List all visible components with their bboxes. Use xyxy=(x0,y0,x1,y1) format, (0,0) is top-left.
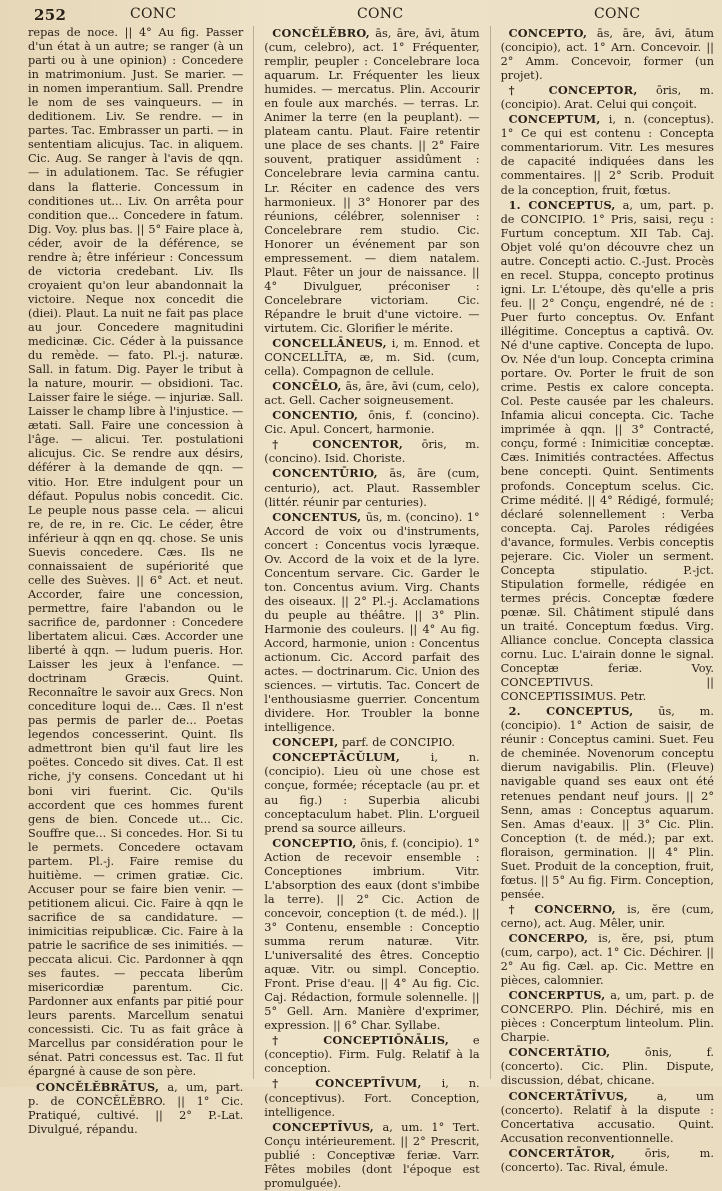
dictionary-entry xyxy=(501,988,714,1045)
dictionary-entry xyxy=(264,1033,479,1076)
entry-headword: † CONCEPTĪVUM, xyxy=(272,1076,422,1091)
column-left xyxy=(28,26,244,1136)
entry-definition: ōnis, f. (concerto). Cic. Plin. Dispute, discussion, débat, chicane. xyxy=(500,1046,714,1088)
dictionary-entry xyxy=(28,1080,243,1137)
entry-headword: CONCENTIO, xyxy=(272,408,359,423)
dictionary-entry xyxy=(501,112,714,197)
entry-headword: 1. CONCEPTUS, xyxy=(508,197,616,212)
entry-headword: CONCELLĀNEUS, xyxy=(272,336,387,351)
entry-definition: repas de noce. || 4° Au fig. Passer d'un état à un autre; se ranger (à un parti ou à une opinion) : Concedere in matrimonium. Just. Se marier. — in nomen imperantium. Sall. Prendre le nom de ses vainqueurs. — in deditionem. Liv. Se rendre. — in partes. Tac. Embrasser un parti. — in sententiam alicujus. Tac. in aliquem. Cic. Aug. Se ranger à l'avis de qqn. — in adulationem. Tac. Se réfugier dans la flatterie. Concessum in conditiones ut... Liv. On arrêta pour condition que... Concedere in fatum. Dig. Voy. plus bas. || 5° Faire place à, céder, avoir de la déférence, se rendre à; être inférieur : Concessum de victoria credebant. Liv. Ils croyaient qu'on leur abandonnait la victoire. Neque nox concedit die (diei). Plaut. La nuit ne fait pas place au jour. Concedere magnitudini medicinæ. Cic. Céder à la puissance du remède. — fato. Pl.-j. naturæ. Sall. in fatum. Dig. Payer le tribut à la nature, mourir. — obsidioni. Tac. Laisser faire le siége. — injuriæ. Sall. Laisser le champ libre à l'injustice. — ætati. Sall. Faire une concession à l'âge. — alicui. Ter. postulationi alicujus. Cic. Se rendre aux désirs, déférer à la demande de qqn. — vitio. Hor. Etre indulgent pour un défaut. Populus nobis concedit. Cic. Le peuple nous passe cela. — alicui re, de re, in re. Cic. Le céder, être inférieur à qqn en qq. chose. Se unis Suevis concedere. Cæs. Ils ne connaissaient de supériorité que celle des Suèves. || 6° Act. et neut. Accorder, faire une concession, permettre, faire l'abandon ou le sacrifice de, pardonner : Concedere libertatem alicui. Cæs. Accorder une liberté à qqn. — ludum pueris. Hor. Laisser les jeux à l'enfance. — doctrinam Græcis. Quint. Reconnaître le savoir aux Grecs. Non concediture loqui de... Cæs. Il n'est pas permis de parler de... Poetas legendos concesserint. Quint. Ils admettront bien qu'il faut lire les poëtes. Concedo sit dives. Cat. Il est riche, j'y consens. Concedant ut hi boni viri fuerint. Cic. Qu'ils accordent que ces hommes furent gens de bien. Concede ut... Cic. Souffre que... Si concedes. Hor. Si tu le permets. Concedere octavam partem. Pl.-j. Faire remise du huitième. — crimen gratiæ. Cic. Accuser pour se faire bien venir. — petitionem alicui. Cic. Faire à qqn le sacrifice de sa candidature. — inimicitias reipublicæ. Cic. Faire à la patrie le sacrifice de ses inimitiés. — peccata alicui. Cic. Pardonner à qqn ses fautes. — peccata liberûm misericordiæ parentum. Cic. Pardonner aux enfants par pitié pour leurs parents. Marcellum senatui concessisti. Cic. Tu as fait grâce à Marcellus par considération pour le sénat. Patri concessus est. Tac. Il fut épargné à cause de son père. xyxy=(28,26,244,1079)
column-divider xyxy=(490,26,491,1079)
entry-headword: CONCENTUS, xyxy=(272,509,362,524)
entry-definition: ās, āre, āvi (cum, celo), act. Gell. Cacher soigneusement. xyxy=(264,380,480,408)
entry-definition: i, n. (concipio). Lieu où une chose est conçue, formée; réceptacle (au pr. et au fig.) : Superbia alicubi conceptaculum habet. Plin. L'orgueil prend sa source ailleurs. xyxy=(264,751,480,835)
dictionary-entry xyxy=(501,1045,714,1088)
dictionary-entry xyxy=(501,902,714,931)
dictionary-entry xyxy=(28,26,243,1080)
entry-definition: ās, āre (cum, centurio), act. Plaut. Rassembler (littér. réunir par centuries). xyxy=(264,467,480,509)
entry-headword: CONCĔLĔBRO, xyxy=(272,26,370,40)
entry-definition: i, m. Ennod. et CONCELLĪTA, æ, m. Sid. (cum, cella). Compagnon de cellule. xyxy=(264,337,480,379)
entry-headword: CONCERTĀTIO, xyxy=(508,1045,611,1060)
entry-definition: ōnis, f. (concipio). 1° Action de recevoir ensemble : Conceptiones imbrium. Vitr. L'absorption des eaux (dont s'imbibe la terre). || 2° Cic. Action de concevoir, conception (t. de méd.). || 3° Contenu, ensemble : Conceptio summa rerum naturæ. Vitr. L'universalité des êtres. Conceptio aquæ. Vitr. ou simpl. Conceptio. Front. Prise d'eau. || 4° Au fig. Cic. Caj. Rédaction, formule solennelle. || 5° Gell. Arn. Manière d'exprimer, expression. || 6° Char. Syllabe. xyxy=(264,836,480,1033)
entry-definition: is, ĕre (cum, cerno), act. Aug. Mêler, unir. xyxy=(500,902,714,930)
entry-headword: 2. CONCEPTUS, xyxy=(508,704,634,719)
entry-definition: a, um. 1° Tert. Conçu intérieurement. || 2° Prescrit, publié : Conceptivæ feriæ. Varr. Fêtes mobiles (dont l'époque est promulguée). xyxy=(264,1120,480,1190)
dictionary-entry xyxy=(264,750,479,835)
text-columns xyxy=(28,26,715,1190)
dictionary-entry xyxy=(501,931,714,988)
dictionary-entry xyxy=(264,336,479,379)
page-number: 252 xyxy=(34,6,67,24)
dictionary-entry xyxy=(264,466,479,509)
header-center-guide-word: CONC xyxy=(357,6,404,22)
column-divider xyxy=(253,26,254,1079)
entry-definition: ūs, m. (concino). 1° Accord de voix ou d'instruments, concert : Concentus vocis lyræque. Ov. Accord de la voix et de la lyre. Concentum servare. Cic. Garder le ton. Concentus avium. Virg. Chants des oiseaux. || 2° Pl.-j. Acclamations du peuple au théâtre. || 3° Plin. Harmonie des couleurs. || 4° Au fig. Accord, harmonie, union : Concentus actionum. Cic. Accord parfait des actes. — doctrinarum. Cic. Union des sciences. — virtutis. Tac. Concert de l'enthousiasme guerrier. Concentum dividere. Hor. Troubler la bonne intelligence. xyxy=(264,510,480,735)
dictionary-entry xyxy=(264,437,479,466)
entry-headword: CONCĔLĔBRĀTUS, xyxy=(36,1079,160,1094)
entry-headword: CONCENTŪRIO, xyxy=(272,466,378,481)
entry-definition: ōris, m. (concipio). Arat. Celui qui conçoit. xyxy=(500,84,714,112)
entry-headword: CONCEPTUM, xyxy=(508,112,601,127)
dictionary-entry xyxy=(264,735,479,750)
entry-headword: CONCEPTO, xyxy=(508,26,588,40)
entry-definition: a, um, part. p. de CONCĔLĔBRO. || 1° Cic. Pratiqué, cultivé. || 2° P.-Lat. Divulgué, répandu. xyxy=(28,1080,244,1136)
entry-headword: CONCEPTĪVUS, xyxy=(272,1119,374,1134)
dictionary-entry xyxy=(264,510,479,736)
dictionary-entry xyxy=(501,26,714,83)
entry-headword: CONCERPO, xyxy=(508,931,589,945)
entry-headword: CONCEPTĀCŬLUM, xyxy=(272,750,400,765)
header-right-guide-word: CONC xyxy=(594,6,641,22)
entry-definition: a, um, part. p. de CONCERPO. Plin. Déchiré, mis en pièces : Concerptum linteolum. Plin. Charpie. xyxy=(500,989,714,1045)
entry-headword: † CONCERNO, xyxy=(508,901,616,916)
entry-headword: CONCEPI, xyxy=(272,735,339,750)
dictionary-entry xyxy=(501,1146,714,1175)
entry-definition: a, um, part. p. de CONCIPIO. 1° Pris, saisi, reçu : Furtum conceptum. XII Tab. Caj. Objet volé qu'on découvre chez un autre. Concepti actio. C.-Just. Procès en recel. Stuppa, concepto protinus igni. Lr. L'étoupe, dès qu'elle a pris feu. || 2° Conçu, engendré, né de : Puer furto conceptus. Ov. Enfant illégitime. Conceptus a captivâ. Ov. Né d'une captive. Concepta de lupo. Ov. Née d'un loup. Concepta crimina portare. Ov. Porter le fruit de son crime. Pestis ex calore concepta. Col. Peste causée par les chaleurs. Infamia alicui concepta. Cic. Tache imprimée à qqn. || 3° Contracté, conçu, formé : Inimicitiæ conceptæ. Cæs. Inimitiés contractées. Affectus bene concepti. Quint. Sentiments profonds. Conceptum scelus. Cic. Crime médité. || 4° Rédigé, formulé; déclaré solennellement : Verba concepta. Caj. Paroles rédigées d'avance, formules. Verbis conceptis pejerare. Cic. Violer un serment. Concepta stipulatio. P.-jct. Stipulation formelle, rédigée en termes précis. Conceptæ fœdere pœnæ. Sil. Châtiment stipulé dans un traité. Conceptum fœdus. Virg. Alliance conclue. Concepta classica cornu. Luc. L'airain donne le signal. Conceptæ feriæ. Voy. CONCEPTIVUS. || CONCEPTISSIMUS. Petr. xyxy=(500,198,715,704)
dictionary-entry xyxy=(264,1076,479,1119)
entry-definition: i, n. (conceptivus). Fort. Conception, intelligence. xyxy=(264,1077,480,1119)
entry-headword: † CONCENTOR, xyxy=(272,437,404,452)
dictionary-entry xyxy=(501,198,714,705)
entry-definition: ās, āre, āvi, ātum (concipio), act. 1° Arn. Concevoir. || 2° Amm. Concevoir, former (un projet). xyxy=(500,27,714,83)
entry-definition: i, n. (conceptus). 1° Ce qui est contenu : Concepta commentariorum. Vitr. Les mesures de capacité indiquées dans les commentaires. || 2° Scrib. Produit de la conception, fruit, fœtus. xyxy=(500,113,714,197)
entry-definition: ōris, m. (concino). Isid. Choriste. xyxy=(264,438,480,466)
dictionary-entry xyxy=(264,836,479,1034)
dictionary-entry xyxy=(501,704,714,902)
dictionary-entry xyxy=(264,26,479,336)
entry-definition: ōris, m. (concerto). Tac. Rival, émule. xyxy=(500,1146,714,1174)
dictionary-entry xyxy=(264,408,479,437)
dictionary-entry xyxy=(501,1089,714,1146)
running-header xyxy=(12,4,714,26)
entry-headword: CONCERTĀTOR, xyxy=(508,1145,616,1160)
entry-headword: CONCĒLO, xyxy=(272,379,342,394)
entry-headword: CONCERTĀTĪVUS, xyxy=(508,1088,628,1103)
entry-headword: CONCEPTIO, xyxy=(272,835,357,850)
entry-definition: ōnis, f. (concino). Cic. Apul. Concert, harmonie. xyxy=(264,409,480,437)
entry-headword: CONCERPTUS, xyxy=(508,988,606,1003)
entry-headword: † CONCEPTOR, xyxy=(508,83,638,98)
entry-definition: is, ĕre, psi, ptum (cum, carpo), act. 1° Cic. Déchirer. || 2° Au fig. Cæl. ap. Cic. Mettre en pièces, calomnier. xyxy=(500,932,714,988)
entry-headword: † CONCEPTIŌNĀLIS, xyxy=(272,1033,449,1048)
dictionary-entry xyxy=(501,83,714,112)
dictionary-entry xyxy=(264,1120,479,1191)
header-left-guide-word: CONC xyxy=(130,6,177,22)
entry-definition: a, um (concerto). Relatif à la dispute : Concertativa accusatio. Quint. Accusation reconventionnelle. xyxy=(500,1089,714,1145)
entry-definition: ās, āre, āvi, ātum (cum, celebro), act. 1° Fréquenter, remplir, peupler : Concelebrare loca aquarum. Lr. Fréquenter les lieux humides. — mercatus. Plin. Accourir en foule aux marchés. — terras. Lr. Animer la terre (en la peuplant). — plateam cantu. Plaut. Faire retentir une place de ses chants. || 2° Faire souvent, pratiquer assidûment : Concelebrare levia carmina cantu. Lr. Réciter en cadence des vers harmonieux. || 3° Honorer par des réunions, célébrer, solenniser : Concelebrare rem studio. Cic. Honorer un événement par son empressement. — diem natalem. Plaut. Fêter un jour de naissance. || 4° Divulguer, préconiser : Concelebrare victoriam. Cic. Répandre le bruit d'une victoire. — virtutem. Cic. Glorifier le mérite. xyxy=(264,27,480,335)
entry-definition: ūs, m. (concipio). 1° Action de saisir, de réunir : Conceptus camini. Suet. Feu de cheminée. Novenorum conceptu dierum navigabilis. Plin. (Fleuve) navigable quand ses eaux ont été retenues pendant neuf jours. || 2° Senn, amas : Conceptus aquarum. Sen. Amas d'eaux. || 3° Cic. Plin. Conception (t. de méd.); par ext. floraison, germination. || 4° Plin. Suet. Produit de la conception, fruit, fœtus. || 5° Au fig. Firm. Conception, pensée. xyxy=(500,705,714,901)
entry-definition: parf. de CONCIPIO. xyxy=(341,736,455,750)
column-middle xyxy=(264,26,480,1190)
entry-definition: e (conceptio). Firm. Fulg. Relatif à la conception. xyxy=(264,1034,480,1076)
column-right xyxy=(500,26,715,1174)
dictionary-entry xyxy=(264,379,479,408)
